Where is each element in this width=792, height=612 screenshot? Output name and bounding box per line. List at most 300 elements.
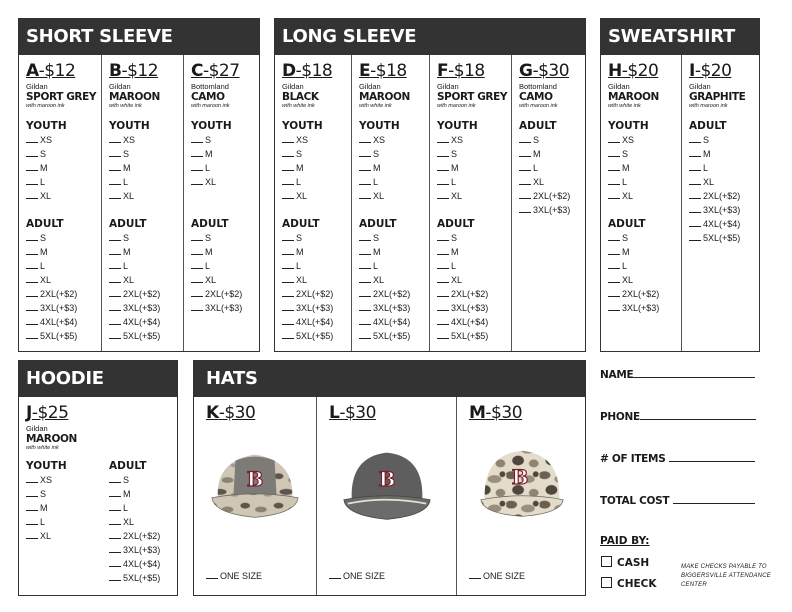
size-option[interactable] [359, 189, 400, 203]
quantity-blank[interactable] [109, 289, 121, 297]
quantity-blank[interactable] [191, 149, 203, 157]
size-label: S [123, 149, 130, 159]
size-option[interactable] [26, 473, 67, 487]
hat-l [316, 397, 456, 595]
quantity-blank[interactable] [437, 247, 449, 255]
size-option[interactable] [359, 287, 410, 301]
quantity-blank[interactable] [437, 233, 449, 241]
quantity-blank[interactable] [608, 289, 620, 297]
size-option[interactable] [282, 161, 323, 175]
size-option[interactable] [282, 133, 323, 147]
size-label: XL [451, 191, 463, 201]
quantity-blank[interactable] [191, 135, 203, 143]
size-option[interactable] [359, 231, 410, 245]
size-option[interactable] [689, 203, 740, 217]
quantity-blank[interactable] [689, 233, 701, 241]
quantity-blank[interactable] [359, 289, 371, 297]
quantity-blank[interactable] [437, 149, 449, 157]
one-size-option[interactable] [329, 571, 385, 581]
size-label: XS [40, 135, 53, 145]
size-option[interactable] [26, 231, 77, 245]
size-option[interactable] [608, 175, 649, 189]
size-option[interactable] [191, 287, 242, 301]
size-option[interactable] [519, 133, 570, 147]
size-option[interactable] [359, 147, 400, 161]
quantity-blank[interactable] [519, 205, 531, 213]
size-option[interactable] [109, 557, 160, 571]
quantity-blank[interactable] [437, 177, 449, 185]
quantity-blank[interactable] [359, 247, 371, 255]
size-label: L [533, 163, 539, 173]
size-option[interactable] [608, 245, 659, 259]
quantity-blank[interactable] [26, 303, 38, 311]
quantity-blank[interactable] [109, 489, 121, 497]
size-label: XL [40, 275, 52, 285]
size-option[interactable] [689, 161, 740, 175]
quantity-blank[interactable] [109, 149, 121, 157]
quantity-blank[interactable] [282, 261, 294, 269]
quantity-blank[interactable] [437, 303, 449, 311]
one-size-option[interactable] [206, 571, 262, 581]
quantity-blank[interactable] [608, 149, 620, 157]
quantity-blank[interactable] [191, 163, 203, 171]
quantity-blank[interactable] [26, 503, 38, 511]
quantity-blank[interactable] [26, 135, 38, 143]
size-option[interactable] [359, 133, 400, 147]
quantity-blank[interactable] [359, 135, 371, 143]
quantity-blank[interactable] [437, 275, 449, 283]
quantity-blank[interactable] [359, 303, 371, 311]
size-option[interactable] [109, 259, 160, 273]
quantity-blank[interactable] [282, 191, 294, 199]
name-label: NAME [600, 369, 634, 381]
size-option[interactable] [359, 329, 410, 343]
size-option[interactable] [109, 147, 150, 161]
quantity-blank[interactable] [519, 163, 531, 171]
size-label: S [451, 233, 458, 243]
quantity-blank[interactable] [437, 331, 449, 339]
size-option[interactable] [109, 315, 160, 329]
size-option[interactable] [26, 529, 67, 543]
one-size-option[interactable] [469, 571, 525, 581]
quantity-blank[interactable] [689, 219, 701, 227]
quantity-blank[interactable] [191, 275, 203, 283]
quantity-blank[interactable] [26, 163, 38, 171]
quantity-blank[interactable] [109, 177, 121, 185]
quantity-blank[interactable] [109, 191, 121, 199]
size-option[interactable] [26, 133, 67, 147]
quantity-blank[interactable] [359, 331, 371, 339]
item-letter: D [282, 61, 296, 81]
size-option[interactable] [359, 273, 410, 287]
total-field[interactable] [600, 494, 755, 507]
quantity-blank[interactable] [109, 531, 121, 539]
quantity-blank[interactable] [437, 135, 449, 143]
quantity-blank[interactable] [191, 303, 203, 311]
size-option[interactable] [359, 161, 400, 175]
size-option[interactable] [437, 147, 478, 161]
hoodie-title: HOODIE [19, 361, 177, 397]
quantity-blank[interactable] [608, 247, 620, 255]
size-option[interactable] [282, 315, 333, 329]
quantity-blank[interactable] [359, 191, 371, 199]
quantity-blank[interactable] [359, 163, 371, 171]
size-option[interactable] [282, 245, 333, 259]
size-option[interactable] [26, 287, 77, 301]
quantity-blank[interactable] [282, 331, 294, 339]
size-option[interactable] [191, 147, 232, 161]
item-price: -$20 [621, 61, 659, 81]
quantity-blank[interactable] [191, 289, 203, 297]
quantity-blank[interactable] [437, 317, 449, 325]
size-option[interactable] [689, 133, 740, 147]
size-option[interactable] [26, 175, 67, 189]
size-option[interactable] [608, 287, 659, 301]
sweatshirt-panel [600, 18, 760, 352]
quantity-blank[interactable] [26, 261, 38, 269]
quantity-blank[interactable] [109, 559, 121, 567]
size-option[interactable] [437, 161, 478, 175]
items-field[interactable] [600, 452, 755, 465]
size-option[interactable] [689, 217, 740, 231]
size-option[interactable] [437, 133, 478, 147]
product-i [681, 55, 759, 351]
quantity-blank[interactable] [359, 275, 371, 283]
quantity-blank[interactable] [282, 233, 294, 241]
quantity-blank[interactable] [608, 163, 620, 171]
checkbox-icon[interactable] [601, 577, 612, 588]
size-option[interactable] [26, 515, 67, 529]
size-option[interactable] [109, 301, 160, 315]
size-option[interactable] [109, 473, 160, 487]
size-option[interactable] [359, 175, 400, 189]
size-option[interactable] [437, 315, 488, 329]
size-option[interactable] [519, 147, 570, 161]
ink-label: with white ink [282, 103, 315, 109]
size-label: 2XL(+$2) [40, 289, 78, 299]
quantity-blank[interactable] [191, 247, 203, 255]
quantity-blank[interactable] [359, 177, 371, 185]
size-option[interactable] [109, 245, 160, 259]
size-option[interactable] [519, 175, 570, 189]
item-letter: K [206, 403, 219, 423]
size-option[interactable] [437, 273, 488, 287]
size-option[interactable] [437, 301, 488, 315]
size-option[interactable] [109, 487, 160, 501]
size-option[interactable] [191, 301, 242, 315]
size-option[interactable] [26, 259, 77, 273]
quantity-blank[interactable] [608, 135, 620, 143]
quantity-blank[interactable] [359, 261, 371, 269]
size-option[interactable] [519, 161, 570, 175]
size-option[interactable] [689, 189, 740, 203]
quantity-blank[interactable] [109, 261, 121, 269]
quantity-blank[interactable] [26, 317, 38, 325]
quantity-blank[interactable] [191, 233, 203, 241]
item-letter: A [26, 61, 39, 81]
quantity-blank[interactable] [282, 135, 294, 143]
item-price: -$30 [532, 61, 570, 81]
size-option[interactable] [26, 273, 77, 287]
quantity-blank[interactable] [26, 233, 38, 241]
quantity-blank[interactable] [26, 475, 38, 483]
quantity-blank[interactable] [109, 163, 121, 171]
item-price: -$20 [694, 61, 732, 81]
size-option[interactable] [109, 501, 160, 515]
size-option[interactable] [191, 161, 232, 175]
size-option[interactable] [26, 189, 67, 203]
size-label: S [205, 233, 212, 243]
brand-label: Gildan [26, 424, 48, 433]
size-option[interactable] [282, 273, 333, 287]
quantity-blank[interactable] [689, 149, 701, 157]
quantity-blank[interactable] [689, 177, 701, 185]
size-option[interactable] [191, 133, 232, 147]
size-option[interactable] [109, 231, 160, 245]
size-label: M [40, 163, 48, 173]
size-label: L [40, 261, 46, 271]
adult-heading: ADULT [282, 218, 320, 230]
ink-label: with white ink [608, 103, 641, 109]
quantity-blank[interactable] [608, 177, 620, 185]
quantity-blank[interactable] [608, 233, 620, 241]
hats-panel [193, 360, 586, 596]
size-option[interactable] [109, 273, 160, 287]
size-option[interactable] [359, 301, 410, 315]
quantity-blank[interactable] [608, 275, 620, 283]
size-option[interactable] [608, 273, 659, 287]
size-option[interactable] [689, 147, 740, 161]
quantity-blank[interactable] [282, 289, 294, 297]
brand-label: Gildan [26, 82, 48, 91]
size-option[interactable] [109, 543, 160, 557]
size-label: 4XL(+$4) [40, 317, 78, 327]
quantity-blank[interactable] [191, 261, 203, 269]
quantity-blank[interactable] [437, 191, 449, 199]
quantity-blank[interactable] [109, 317, 121, 325]
quantity-blank[interactable] [26, 275, 38, 283]
size-option[interactable] [109, 133, 150, 147]
quantity-blank[interactable] [109, 475, 121, 483]
quantity-blank[interactable] [282, 317, 294, 325]
size-option[interactable] [26, 147, 67, 161]
adult-heading: ADULT [191, 218, 229, 230]
quantity-blank[interactable] [469, 571, 481, 579]
phone-field[interactable] [600, 410, 756, 423]
size-option[interactable] [191, 259, 242, 273]
check-checkbox[interactable] [601, 577, 657, 590]
size-option[interactable] [437, 231, 488, 245]
adult-heading: ADULT [109, 218, 147, 230]
size-option[interactable] [437, 245, 488, 259]
size-option[interactable] [109, 287, 160, 301]
quantity-blank[interactable] [437, 289, 449, 297]
svg-text:B: B [378, 467, 396, 491]
quantity-blank[interactable] [282, 275, 294, 283]
size-option[interactable] [109, 329, 160, 343]
youth-heading: YOUTH [26, 120, 67, 132]
price-heading [608, 61, 681, 81]
size-option[interactable] [608, 231, 659, 245]
quantity-blank[interactable] [109, 247, 121, 255]
quantity-blank[interactable] [689, 135, 701, 143]
price-heading [329, 403, 456, 423]
size-option[interactable] [689, 175, 740, 189]
quantity-blank[interactable] [109, 503, 121, 511]
size-option[interactable] [109, 571, 160, 585]
size-option[interactable] [437, 175, 478, 189]
size-option[interactable] [26, 329, 77, 343]
size-option[interactable] [608, 189, 649, 203]
size-option[interactable] [26, 245, 77, 259]
color-label: SPORT GREY [437, 91, 508, 103]
quantity-blank[interactable] [282, 177, 294, 185]
quantity-blank[interactable] [109, 303, 121, 311]
hat-m [456, 397, 585, 595]
size-option[interactable] [26, 161, 67, 175]
quantity-blank[interactable] [26, 489, 38, 497]
size-option[interactable] [519, 189, 570, 203]
size-label: 2XL(+$2) [123, 289, 161, 299]
checkbox-icon[interactable] [601, 556, 612, 567]
size-option[interactable] [282, 175, 323, 189]
size-option[interactable] [359, 259, 410, 273]
quantity-blank[interactable] [109, 545, 121, 553]
size-option[interactable] [689, 231, 740, 245]
size-option[interactable] [109, 529, 160, 543]
quantity-blank[interactable] [689, 191, 701, 199]
quantity-blank[interactable] [109, 275, 121, 283]
size-option[interactable] [608, 301, 659, 315]
quantity-blank[interactable] [109, 331, 121, 339]
size-label: L [123, 177, 129, 187]
quantity-blank[interactable] [109, 135, 121, 143]
size-label: 2XL(+$2) [373, 289, 411, 299]
size-option[interactable] [109, 161, 150, 175]
size-label: M [205, 149, 213, 159]
quantity-blank[interactable] [26, 247, 38, 255]
sweatshirt-title: SWEATSHIRT [601, 19, 759, 55]
quantity-blank[interactable] [26, 191, 38, 199]
size-label: XL [373, 191, 385, 201]
name-field[interactable] [600, 368, 755, 381]
size-option[interactable] [26, 501, 67, 515]
size-option[interactable] [282, 231, 333, 245]
quantity-blank[interactable] [519, 191, 531, 199]
youth-size-list [608, 119, 649, 203]
size-label: 2XL(+$2) [296, 289, 334, 299]
size-label: L [451, 261, 457, 271]
quantity-blank[interactable] [26, 517, 38, 525]
size-option[interactable] [109, 515, 160, 529]
quantity-blank[interactable] [689, 163, 701, 171]
size-option[interactable] [191, 231, 242, 245]
size-option[interactable] [282, 259, 333, 273]
size-option[interactable] [282, 329, 333, 343]
size-label: M [123, 489, 131, 499]
size-option[interactable] [437, 329, 488, 343]
size-option[interactable] [282, 189, 323, 203]
quantity-blank[interactable] [359, 233, 371, 241]
quantity-blank[interactable] [26, 177, 38, 185]
quantity-blank[interactable] [206, 571, 218, 579]
size-label: 5XL(+$5) [123, 331, 161, 341]
cash-checkbox[interactable] [601, 556, 649, 569]
size-label: L [296, 177, 302, 187]
color-label: MAROON [109, 91, 160, 103]
size-option[interactable] [26, 487, 67, 501]
size-option[interactable] [109, 175, 150, 189]
quantity-blank[interactable] [608, 303, 620, 311]
size-label: M [40, 503, 48, 513]
size-option[interactable] [26, 301, 77, 315]
size-option[interactable] [191, 175, 232, 189]
size-option[interactable] [109, 189, 150, 203]
quantity-blank[interactable] [109, 517, 121, 525]
quantity-blank[interactable] [282, 303, 294, 311]
quantity-blank[interactable] [608, 261, 620, 269]
size-label: XL [622, 191, 634, 201]
quantity-blank[interactable] [608, 191, 620, 199]
youth-size-list [359, 119, 400, 203]
quantity-blank[interactable] [26, 331, 38, 339]
size-option[interactable] [608, 259, 659, 273]
product-f [429, 55, 511, 351]
size-option[interactable] [608, 133, 649, 147]
youth-size-list [437, 119, 478, 203]
quantity-blank[interactable] [109, 233, 121, 241]
quantity-blank[interactable] [109, 573, 121, 581]
size-option[interactable] [282, 301, 333, 315]
quantity-blank[interactable] [519, 177, 531, 185]
quantity-blank[interactable] [282, 163, 294, 171]
quantity-blank[interactable] [282, 247, 294, 255]
size-option[interactable] [282, 287, 333, 301]
size-option[interactable] [608, 161, 649, 175]
quantity-blank[interactable] [359, 317, 371, 325]
quantity-blank[interactable] [26, 289, 38, 297]
quantity-blank[interactable] [359, 149, 371, 157]
size-option[interactable] [437, 287, 488, 301]
quantity-blank[interactable] [26, 149, 38, 157]
size-option[interactable] [26, 315, 77, 329]
size-label: 2XL(+$2) [451, 289, 489, 299]
quantity-blank[interactable] [689, 205, 701, 213]
size-label: L [205, 163, 211, 173]
quantity-blank[interactable] [519, 135, 531, 143]
quantity-blank[interactable] [329, 571, 341, 579]
size-label: 3XL(+$3) [533, 205, 571, 215]
youth-size-list [26, 459, 67, 543]
size-option[interactable] [282, 147, 323, 161]
quantity-blank[interactable] [191, 177, 203, 185]
quantity-blank[interactable] [437, 163, 449, 171]
size-option[interactable] [359, 245, 410, 259]
quantity-blank[interactable] [519, 149, 531, 157]
size-option[interactable] [519, 203, 570, 217]
size-option[interactable] [608, 147, 649, 161]
size-option[interactable] [191, 273, 242, 287]
size-option[interactable] [437, 259, 488, 273]
quantity-blank[interactable] [26, 531, 38, 539]
adult-heading: ADULT [689, 120, 727, 132]
size-option[interactable] [191, 245, 242, 259]
size-option[interactable] [359, 315, 410, 329]
size-option[interactable] [437, 189, 478, 203]
color-label: MAROON [608, 91, 659, 103]
quantity-blank[interactable] [437, 261, 449, 269]
quantity-blank[interactable] [282, 149, 294, 157]
